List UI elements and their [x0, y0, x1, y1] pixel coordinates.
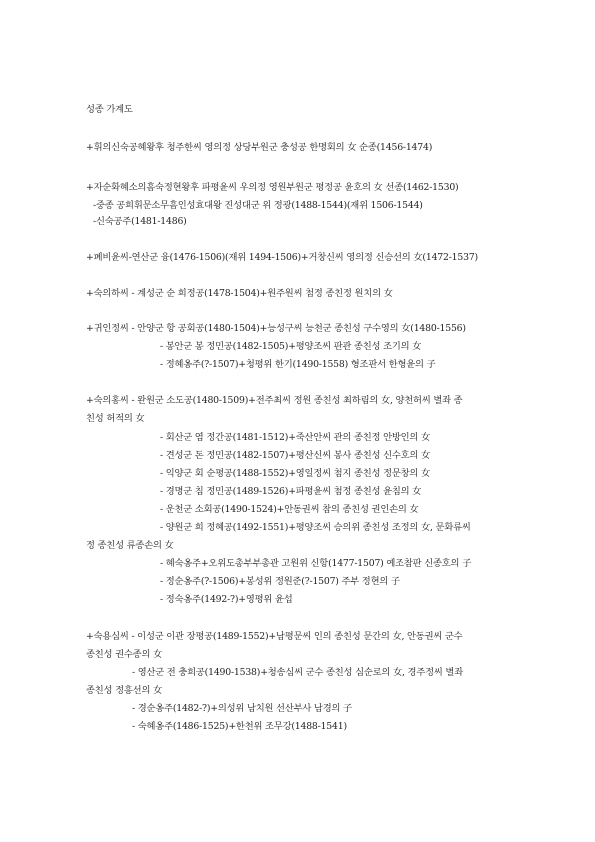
text-line: +폐비윤씨-연산군 융(1476-1506)(재위 1494-1506)+거창신씨 영의정 신승선의 女(1472-1537): [86, 252, 478, 263]
text-line: +휘의신숙공혜왕후 청주한씨 영의정 상당부원군 충성공 한명회의 女 순종(1456-1474): [86, 142, 433, 153]
text-line: - 영산군 전 충희공(1490-1538)+청송심씨 군수 종친성 심순로의 女, 경주정씨 별좌: [132, 667, 463, 678]
text-line: - 운천군 소회공(1490-1524)+안동권씨 참의 종친성 권인손의 女: [160, 504, 419, 515]
text-line: - 익양군 회 순평공(1488-1552)+영일정씨 첨지 종친성 정문창의 女: [160, 468, 431, 479]
text-line: - 혜숙옹주+오위도총부부총관 고원위 신항(1477-1507) 예조참판 신종호의 子: [160, 558, 472, 569]
text-line: 정 종친성 류종손의 女: [86, 540, 174, 551]
text-line: -중종 공희휘문소무흠인성효대왕 진성대군 위 정광(1488-1544)(재위 1506-1544): [93, 200, 423, 211]
text-line: - 양원군 희 정혜공(1492-1551)+평양조씨 승의위 종친성 조정의 女, 문화류씨: [160, 522, 471, 533]
text-line: - 경명군 침 정민공(1489-1526)+파평윤씨 첨정 종친성 윤침의 女: [160, 486, 422, 497]
text-line: - 숙혜옹주(1486-1525)+한천위 조무강(1488-1541): [132, 721, 347, 732]
text-line: - 견성군 돈 정민공(1482-1507)+평산신씨 봉사 종친성 신수호의 女: [160, 450, 431, 461]
page-title: 성종 가계도: [86, 104, 133, 115]
text-line: +숙의홍씨 - 완원군 소도공(1480-1509)+전주최씨 정원 종친성 최하림의 女, 양천허씨 별좌 종: [86, 395, 463, 406]
text-line: 친성 허적의 女: [86, 413, 145, 424]
text-line: 종친성 권수종의 女: [86, 649, 163, 660]
text-line: +귀인정씨 - 안양군 항 공회공(1480-1504)+능성구씨 능천군 종친성 구수영의 女(1480-1556): [86, 323, 466, 334]
text-line: - 정순옹주(?-1506)+봉성위 정원준(?-1507) 주부 정현의 子: [160, 576, 400, 587]
text-line: +자순화혜소의흠숙정현왕후 파평윤씨 우의정 영원부원군 평정공 윤호의 女 선종(1462-1530): [86, 182, 459, 193]
text-line: - 정숙옹주(1492-?)+영평위 윤섭: [160, 594, 293, 605]
text-line: - 경순옹주(1482-?)+의성위 남치원 선산부사 남경의 子: [132, 703, 353, 714]
text-line: 종친성 정흥선의 女: [86, 685, 163, 696]
text-line: +숙의하씨 - 계성군 순 희정공(1478-1504)+원주원씨 첨정 종친정 원치의 女: [86, 288, 393, 299]
text-line: +숙용심씨 - 이성군 이관 장평공(1489-1552)+남평문씨 인의 종친성 문간의 女, 안동권씨 군수: [86, 631, 463, 642]
text-line: - 회산군 염 정간공(1481-1512)+죽산안씨 관의 종친정 안방인의 女: [160, 432, 431, 443]
text-line: - 봉안군 봉 정민공(1482-1505)+평양조씨 판관 종친성 조기의 女: [160, 341, 422, 352]
text-line: - 정혜옹주(?-1507)+청평위 한기(1490-1558) 형조판서 한형윤의 子: [160, 359, 436, 370]
text-line: -신숙공주(1481-1486): [93, 216, 187, 227]
